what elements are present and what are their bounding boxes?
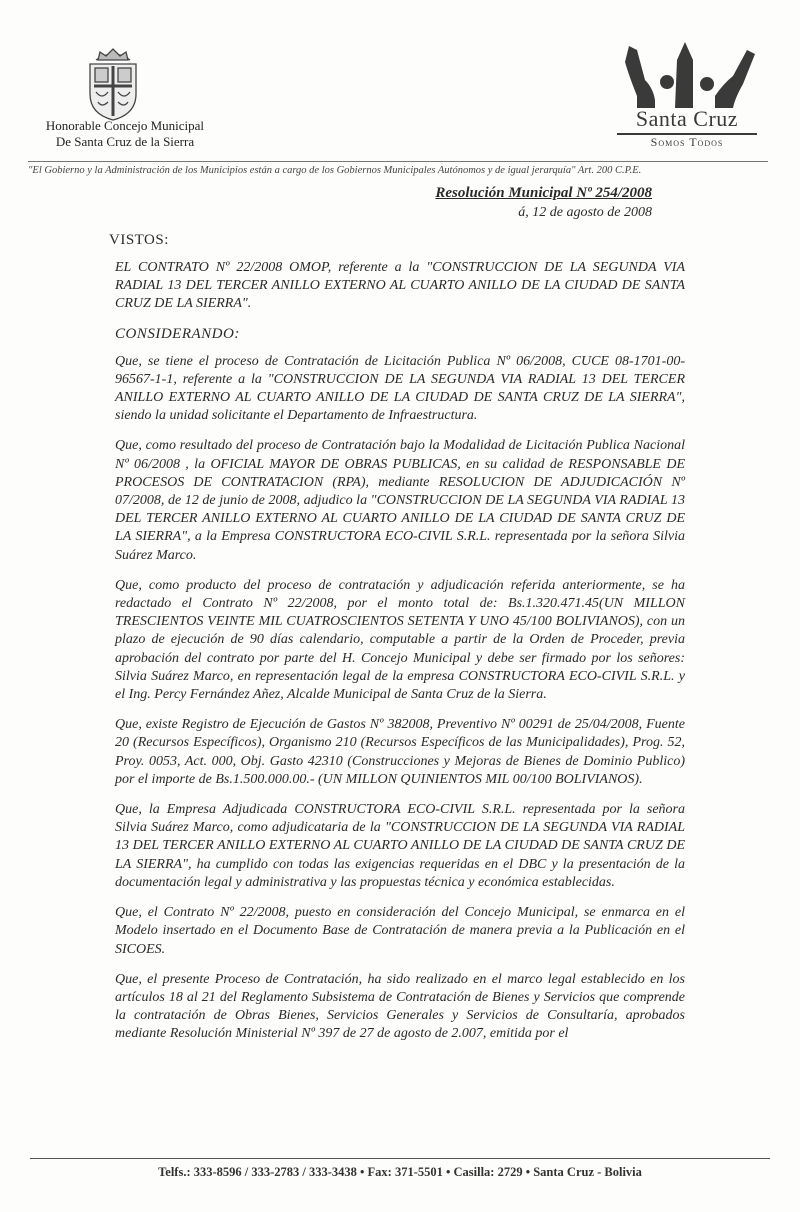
considerando-paragraph-1: Que, se tiene el proceso de Contratación de Licitación Publica Nº 06/2008, CUCE 08-1701-00-96567-1-1, referente a la "CONSTRUCCION DE LA SEGUNDA VIA RADIAL 13 DEL TERCER ANILLO EXTERNO AL CUARTO ANILLO DE LA CIUDAD DE SANTA CRUZ DE LA SIERRA", siendo la unidad solicitante el Departamento de Infraestructura. — [115, 353, 685, 424]
resolution-date: á, 12 de agosto de 2008 — [518, 205, 652, 220]
council-line-1: Honorable Concejo Municipal — [45, 118, 205, 133]
considerando-paragraph-3: Que, como producto del proceso de contratación y adjudicación referida anteriormente, se ha redactado el Contrato Nº 22/2008, por el monto total de: Bs.1.320.471.45(UN MILLON TRESCIENTOS VEINTE MIL CUATROSCIENTOS SETENTA Y UNO 45/100 BOLIVIANOS), con un plazo de ejecución de 90 días calendario, computable a partir de la Orden de Proceder, previa aprobación del contrato por parte del H. Concejo Municipal y debe ser firmado por los señores: Silvia Suárez Marco, en representación legal de la empresa CONSTRUCTORA ECO-CIVIL S.R.L. y el Ing. Percy Fernández Añez, Alcalde Municipal de Santa Cruz de la Sierra. — [115, 577, 685, 703]
considerando-paragraph-6: Que, el Contrato Nº 22/2008, puesto en consideración del Concejo Municipal, se enmarca en el Modelo insertado en el Documento Base de Contratación de manera previa a la Publicación en el SICOES. — [115, 905, 685, 957]
council-line-2: De Santa Cruz de la Sierra — [55, 134, 195, 149]
document-body — [109, 232, 685, 1056]
vistos-heading: VISTOS: — [109, 232, 169, 248]
logo-title: Santa Cruz — [635, 106, 739, 131]
council-name — [20, 118, 230, 150]
considerando-paragraph-7: Que, el presente Proceso de Contratación, ha sido realizado en el marco legal establecido en los artículos 18 al 21 del Reglamento Subsistema de Contratación de Bienes y Servicios que comprende la contratación de Obras Bienes, Servicios Generales y Servicios de Consultaría, aprobados mediante Resolución Ministerial Nº 397 de 27 de agosto de 2.007, emitida por el — [115, 971, 685, 1042]
coat-of-arms-icon — [82, 44, 144, 122]
resolution-title: Resolución Municipal Nº 254/2008 — [435, 185, 652, 201]
footer-divider — [30, 1158, 770, 1159]
considerando-heading: CONSIDERANDO: — [115, 325, 240, 342]
considerando-paragraph-5: Que, la Empresa Adjudicada CONSTRUCTORA ECO-CIVIL S.R.L. representada por la señora Silvia Suárez Marco, como adjudicataria de la "CONSTRUCCION DE LA SEGUNDA VIA RADIAL 13 DEL TERCER ANILLO EXTERNO AL CUARTO ANILLO DE LA CIUDAD DE SANTA CRUZ DE LA SIERRA", ha cumplido con todas las exigencias requeridas en el DBC y la presentación de la documentación legal y administrativa y las propuestas técnica y económica establecidas. — [115, 802, 685, 890]
constitution-quote: "El Gobierno y la Administración de los Municipios están a cargo de los Gobiernos Municipales Autónomos y de igual jerarquía" Art. 200 C.P.E. — [28, 165, 642, 176]
vistos-paragraph: EL CONTRATO Nº 22/2008 OMOP, referente a la "CONSTRUCCION DE LA SEGUNDA VIA RADIAL 13 DEL TERCER ANILLO EXTERNO AL CUARTO ANILLO DE LA CIUDAD DE SANTA CRUZ DE LA SIERRA". — [115, 260, 685, 312]
considerando-paragraph-2: Que, como resultado del proceso de Contratación bajo la Modalidad de Licitación Publica Nacional Nº 06/2008 , la OFICIAL MAYOR DE OBRAS PUBLICAS, en su calidad de RESPONSABLE DE PROCESOS DE CONTRATACION (RPA), mediante RESOLUCION DE ADJUDICACIÓN Nº 07/2008, de 12 de junio de 2008, adjudico la "CONSTRUCCION DE LA SEGUNDA VIA RADIAL 13 DEL TERCER ANILLO EXTERNO AL CUARTO ANILLO DE LA CIUDAD DE SANTA CRUZ DE LA SIERRA", a la Empresa CONSTRUCTORA ECO-CIVIL S.R.L. representada por la señora Silvia Suárez Marco. — [115, 438, 685, 563]
header-divider — [28, 161, 768, 162]
footer-contact: Telfs.: 333-8596 / 333-2783 / 333-3438 • Fax: 371-5501 • Casilla: 2729 • Santa Cruz - Bolivia — [158, 1165, 642, 1179]
considerando-paragraph-4: Que, existe Registro de Ejecución de Gastos Nº 382008, Preventivo Nº 00291 de 25/04/2008, Fuente 20 (Recursos Específicos), Organismo 210 (Recursos Específicos de las Municipalidades), Prog. 52, Proy. 0053, Act. 000, Obj. Gasto 42310 (Construcciones y Mejoras de Bienes de Dominio Publico) por el importe de Bs.1.500.000.00.- (UN MILLON QUINIENTOS MIL 00/100 BOLIVIANOS). — [115, 717, 685, 787]
logo-subtitle: Somos Todos — [617, 133, 757, 150]
